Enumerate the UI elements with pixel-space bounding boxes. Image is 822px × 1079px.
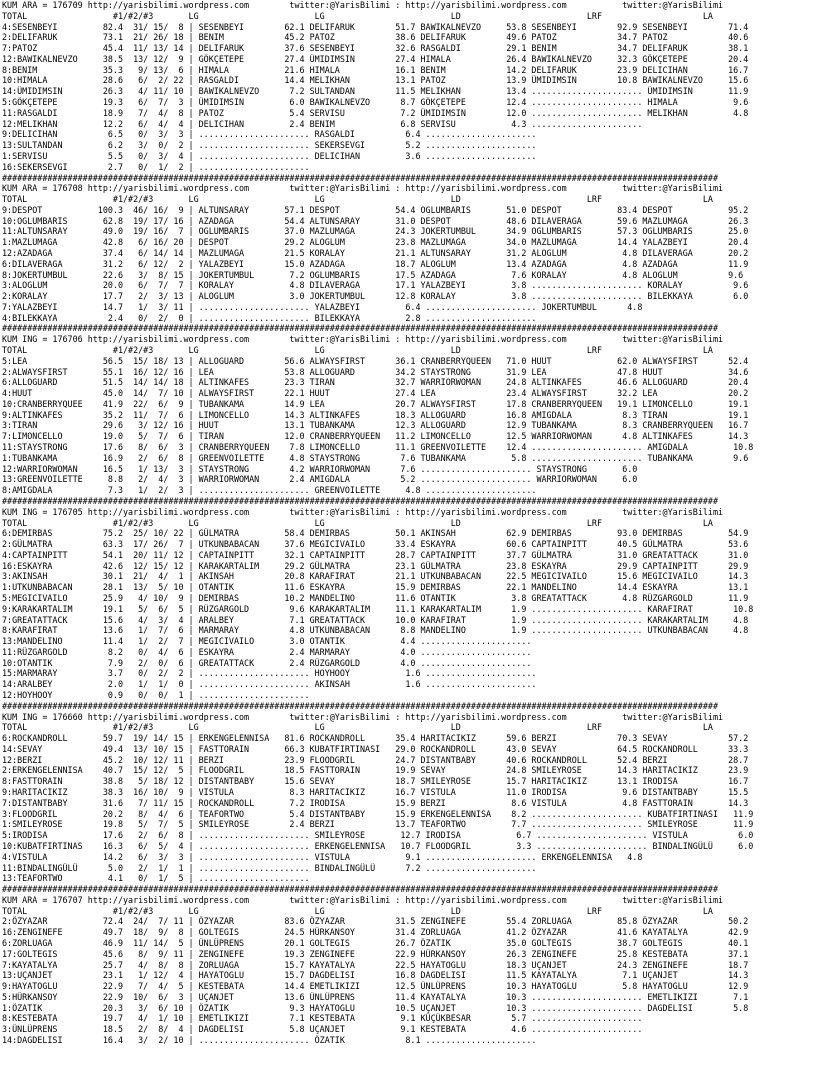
text-line: 8:KESTEBATA 19.7 4/ 1/ 10 | EMETLIKIZI 7.1 KESTEBATA 9.1 KÜÇÜKBESAR 5.7 ...................... xyxy=(2,1013,643,1024)
text-line: 7:PATOZ 45.4 11/ 13/ 14 | DELIFARUK 37.6 SESENBEYI 32.6 RASGALDI 29.1 BENIM 34.7 DELIFARUK 38.1 xyxy=(2,43,749,54)
text-line: 5:GÖKÇETEPE 19.3 6/ 7/ 3 | ÜMIDIMSIN 6.0 BAWIKALNEVZO 8.7 GÖKÇETEPE 12.4 ...................... HIMALA 9.6 xyxy=(2,97,749,108)
text-line: 2:ERKENGELENNISA 40.7 15/ 12/ 5 | FLOODGRIL 18.5 FASTTORAIN 19.9 SEVAY 24.8 SMILEYROSE 14.3 HARITACIKIZ 23.9 xyxy=(2,765,749,776)
text-line: 1:UTKUNBABACAN 28.1 13/ 5/ 10 | OTANTIK 11.6 ESKAYRA 15.9 DEMIRBAS 22.1 MANDELINO 14.4 ESKAYRA 13.1 xyxy=(2,582,749,593)
text-line: 6:ROCKANDROLL 59.7 19/ 14/ 15 | ERKENGELENNISA 81.6 ROCKANDROLL 35.4 HARITACIKIZ 59.6 BERZI 70.3 SEVAY 57.2 xyxy=(2,733,749,744)
text-line: 1:SERVISU 5.5 0/ 3/ 4 | ...................... DELICIHAN 3.6 ...................... xyxy=(2,150,537,161)
text-line: TOTAL #1/#2/#3 LG LG LD LRF LA xyxy=(2,517,713,528)
separator-line: ############################################################################################################################################## xyxy=(2,495,718,506)
text-line: 14:DAGDELISI 16.4 3/ 2/ 10 | ...................... ÖZATIK 8.1 ...................... xyxy=(2,1035,537,1045)
text-line: 9:DESPOT 100.3 46/ 16/ 9 | ALTUNSARAY 57.1 DESPOT 54.4 OGLUMBARIS 51.0 DESPOT 83.4 DESPOT 95.2 xyxy=(2,204,749,215)
text-line: 8:FASTTORAIN 38.8 5/ 18/ 12 | DISTANTBABY 15.6 SEVAY 18.7 SMILEYROSE 15.7 HARITACIKIZ 13.1 IRODISA 16.7 xyxy=(2,776,749,787)
text-line: 12:HOYHOOY 0.9 0/ 0/ 1 | ...................... xyxy=(2,690,310,700)
text-line: 2:DELIFARUK 73.1 21/ 26/ 18 | BENIM 45.2 PATOZ 38.6 DELIFARUK 49.6 PATOZ 34.7 PATOZ 40.6 xyxy=(2,32,749,43)
text-line: 2:GÜLMATRA 63.3 17/ 26/ 7 | UTKUNBABACAN 37.6 MEGICIVAILO 33.4 ESKAYRA 60.6 CAPTAINPITT 40.5 GÜLMATRA 53.6 xyxy=(2,539,749,550)
text-line: 1:TUBANKAMA 16.9 2/ 6/ 8 | GREENVOILETTE 4.8 STAYSTRONG 7.6 TUBANKAMA 5.8 ...................... TUBANKAMA 9.6 xyxy=(2,452,749,463)
text-line: 14:ARALBEY 2.0 1/ 1/ 0 | ...................... AKINSAH 1.6 ...................... xyxy=(2,679,537,690)
text-line: 12:MELIKHAN 12.2 6/ 4/ 4 | DELICIHAN 2.4 BENIM 6.8 SERVISU 4.3 ...................... xyxy=(2,118,643,129)
text-line: 9:ALTINKAFES 35.2 11/ 7/ 6 | LIMONCELLO 14.3 ALTINKAFES 18.3 ALLOGUARD 16.8 AMIGDALA 8.3 TIRAN 19.1 xyxy=(2,409,749,420)
text-line: 12:AZADAGA 37.4 6/ 14/ 14 | MAZLUMAGA 21.5 KORALAY 21.1 ALTUNSARAY 31.2 ALOGLUM 4.8 DILAVERAGA 20.2 xyxy=(2,247,749,258)
text-line: 5:LEA 56.5 15/ 18/ 13 | ALLOGUARD 56.6 ALWAYSFIRST 36.1 CRANBERRYQUEEN 71.0 HUUT 62.0 ALWAYSFIRST 52.4 xyxy=(2,355,749,366)
text-line: 2:ÖZYAZAR 72.4 24/ 7/ 11 | ÖZYAZAR 83.6 ÖZYAZAR 31.5 ZENGINEFE 55.4 ZORLUAGA 85.8 ÖZYAZAR 50.2 xyxy=(2,916,749,927)
text-line: 3:ÜNLÜPRENS 18.5 2/ 8/ 4 | DAGDELISI 5.8 UÇANJET 9.1 KESTEBATA 4.6 ...................... xyxy=(2,1024,643,1035)
text-line: 2:ALWAYSFIRST 55.1 16/ 12/ 16 | LEA 53.8 ALLOGUARD 34.2 STAYSTRONG 31.9 LEA 47.8 HUUT 34.6 xyxy=(2,366,749,377)
text-line: 9:DELICIHAN 6.5 0/ 3/ 3 | ...................... RASGALDI 6.4 ...................... xyxy=(2,129,537,140)
separator-line: ############################################################################################################################################## xyxy=(2,884,718,895)
text-line: 12:BAWIKALNEVZO 38.5 13/ 12/ 9 | GÖKÇETEPE 27.4 ÜMIDIMSIN 27.4 HIMALA 26.4 BAWIKALNEVZO 32.3 GÖKÇETEPE 20.4 xyxy=(2,53,749,64)
text-line: 13:UÇANJET 23.1 1/ 12/ 4 | HAYATOGLU 15.7 DAGDELISI 16.8 DAGDELISI 11.5 KAYATALYA 7.1 UÇANJET 14.3 xyxy=(2,970,749,981)
text-line: TOTAL #1/#2/#3 LG LG LD LRF LA xyxy=(2,905,713,916)
text-line: KUM ARA = 176709 http://yarisbilimi.wordpress.com twitter:@YarisBilimi : http://yarisbilimi.wordpress.com twitter:@YarisBilimi xyxy=(2,0,724,10)
text-line: TOTAL #1/#2/#3 LG LG LD LRF LA xyxy=(2,722,713,733)
text-line: 7:YALAZBEYI 14.7 1/ 3/ 11 | ...................... YALAZBEYI 6.4 ...................... JOKERTUMBUL 4.8 xyxy=(2,301,643,312)
text-line: 11:ALTUNSARAY 49.0 19/ 16/ 7 | OGLUMBARIS 37.0 MAZLUMAGA 24.3 JOKERTUMBUL 34.9 OGLUMBARIS 57.3 OGLUMBARIS 25.0 xyxy=(2,226,749,237)
text-line: KUM ING = 176705 http://yarisbilimi.wordpress.com twitter:@YarisBilimi : http://yarisbilimi.wordpress.com twitter:@YarisBilimi xyxy=(2,506,724,517)
text-line: 8:KARAFIRAT 13.6 1/ 7/ 6 | MARMARAY 4.8 UTKUNBABACAN 8.8 MANDELINO 1.9 ...................... UTKUNBABACAN 4.8 xyxy=(2,625,749,636)
text-line: 13:GREENVOILETTE 8.8 2/ 4/ 3 | WARRIORWOMAN 2.4 AMIGDALA 5.2 ...................... WARRIORWOMAN 6.0 xyxy=(2,474,638,485)
text-line: KUM ING = 176706 http://yarisbilimi.wordpress.com twitter:@YarisBilimi : http://yarisbilimi.wordpress.com twitter:@YarisBilimi xyxy=(2,334,724,345)
text-line: 16:ZENGINEFE 49.7 18/ 9/ 8 | GOLTEGIS 24.5 HÜRKANSOY 31.4 ZORLUAGA 41.2 ÖZYAZAR 41.6 KAYATALYA 42.9 xyxy=(2,927,749,938)
text-line: 12:WARRIORWOMAN 16.5 1/ 13/ 3 | STAYSTRONG 4.2 WARRIORWOMAN 7.6 ...................... STAYSTRONG 6.0 xyxy=(2,463,638,474)
text-line: 11:RASGALDI 18.9 7/ 4/ 8 | PATOZ 5.4 SERVISU 7.2 ÜMIDIMSIN 12.0 ...................... MELIKHAN 4.8 xyxy=(2,107,749,118)
text-line: 3:AKINSAH 30.1 21/ 4/ 1 | AKINSAH 20.8 KARAFIRAT 21.1 UTKUNBABACAN 22.5 MEGICIVAILO 15.6 MEGICIVAILO 14.3 xyxy=(2,571,749,582)
text-line: 4:HUUT 45.0 14/ 7/ 10 | ALWAYSFIRST 22.1 HUUT 27.4 LEA 23.4 ALWAYSFIRST 32.2 LEA 20.2 xyxy=(2,388,749,399)
text-line: 5:IRODISA 17.6 2/ 6/ 8 | ...................... SMILEYROSE 12.7 IRODISA 6.7 ...................... VISTULA 6.0 xyxy=(2,830,754,841)
text-line: 11:BINDALINGÜLÜ 5.0 2/ 1/ 1 | ...................... BINDALINGÜLÜ 7.2 ...................... xyxy=(2,862,537,873)
text-line: 6:DEMIRBAS 75.2 25/ 10/ 22 | GÜLMATRA 58.4 DEMIRBAS 50.1 AKINSAH 62.9 DEMIRBAS 93.0 DEMIRBAS 54.9 xyxy=(2,528,749,539)
text-line: 10:HIMALA 28.6 6/ 2/ 22 | RASGALDI 14.4 MELIKHAN 13.1 PATOZ 13.9 ÜMIDIMSIN 10.8 BAWIKALNEVZO 15.6 xyxy=(2,75,749,86)
text-line: 8:BENIM 35.3 9/ 13/ 6 | HIMALA 21.6 HIMALA 16.1 BENIM 14.2 DELIFARUK 23.9 DELICIHAN 16.7 xyxy=(2,64,749,75)
text-line: KUM ARA = 176708 http://yarisbilimi.wordpress.com twitter:@YarisBilimi : http://yarisbilimi.wordpress.com twitter:@YarisBilimi xyxy=(2,183,724,194)
text-line: 7:DISTANTBABY 31.6 7/ 11/ 15 | ROCKANDROLL 7.2 IRODISA 15.9 BERZI 8.6 VISTULA 4.8 FASTTORAIN 14.3 xyxy=(2,797,749,808)
separator-line: ############################################################################################################################################## xyxy=(2,323,718,334)
text-line: 1:MAZLUMAGA 42.8 6/ 16/ 20 | DESPOT 29.2 ALOGLUM 23.8 MAZLUMAGA 34.0 MAZLUMAGA 14.4 YALAZBEYI 20.4 xyxy=(2,237,749,248)
text-line: KUM ING = 176660 http://yarisbilimi.wordpress.com twitter:@YarisBilimi : http://yarisbilimi.wordpress.com twitter:@YarisBilimi xyxy=(2,711,724,722)
text-line: 4:VISTULA 14.2 6/ 3/ 3 | ...................... VISTULA 9.1 ...................... ERKENGELENNISA 4.8 xyxy=(2,851,643,862)
text-line: 7:LIMONCELLO 19.0 5/ 7/ 6 | TIRAN 12.0 CRANBERRYQUEEN 11.2 LIMONCELLO 12.5 WARRIORWOMAN 4.8 ALTINKAFES 14.3 xyxy=(2,431,749,442)
text-line: 11:RÜZGARGOLD 8.2 0/ 4/ 6 | ESKAYRA 2.4 MARMARAY 4.0 ...................... xyxy=(2,646,532,657)
separator-line: ############################################################################################################################################## xyxy=(2,172,718,183)
text-line: 10:KUBATFIRTINAS 16.3 6/ 5/ 4 | ...................... ERKENGELENNISA 10.7 FLOODGRIL 3.3 ...................... BINDALINGÜLÜ 6.0 xyxy=(2,840,754,851)
text-line: 5:MEGICIVAILO 25.9 4/ 10/ 9 | DEMIRBAS 10.2 MANDELINO 11.6 OTANTIK 3.8 GREATATTACK 4.8 RÜZGARGOLD 11.9 xyxy=(2,592,749,603)
text-line: 15:MARMARAY 3.7 0/ 2/ 2 | ...................... HOYHOOY 1.6 ...................... xyxy=(2,668,537,679)
text-line: 8:AMIGDALA 7.3 1/ 2/ 3 | ...................... GREENVOILETTE 4.8 ...................... xyxy=(2,485,537,496)
text-line: 14:ÜMIDIMSIN 26.3 4/ 11/ 10 | BAWIKALNEVZO 7.2 SULTANDAN 11.5 MELIKHAN 13.4 ...................... ÜMIDIMSIN 11.9 xyxy=(2,86,749,97)
text-line: 16:SEKERSEVGI 2.7 0/ 1/ 2 | ...................... xyxy=(2,161,310,172)
text-line: TOTAL #1/#2/#3 LG LG LD LRF LA xyxy=(2,10,713,21)
text-line: 8:JOKERTUMBUL 22.6 3/ 8/ 15 | JOKERTUMBUL 7.2 OGLUMBARIS 17.5 AZADAGA 7.6 KORALAY 4.8 ALOGLUM 9.6 xyxy=(2,269,744,280)
text-line: TOTAL #1/#2/#3 LG LG LD LRF LA xyxy=(2,345,713,355)
text-line: 9:KARAKARTALIM 19.1 5/ 6/ 5 | RÜZGARGOLD 9.6 KARAKARTALIM 11.1 KARAKARTALIM 1.9 ...................... KARAFIRAT 10.8 xyxy=(2,603,754,614)
text-line: 10:CRANBERRYQUEE 41.9 22/ 6/ 9 | TUBANKAMA 14.9 LEA 20.7 ALWAYSFIRST 17.8 CRANBERRYQUEEN 19.1 LIMONCELLO 19.1 xyxy=(2,398,749,409)
text-line: 6:DILAVERAGA 31.2 6/ 12/ 2 | YALAZBEYI 15.0 AZADAGA 18.7 ALOGLUM 13.4 AZADAGA 4.8 AZADAGA 11.9 xyxy=(2,258,749,269)
text-line: 10:OTANTIK 7.9 2/ 0/ 6 | GREATATTACK 2.4 RÜZGARGOLD 4.0 ...................... xyxy=(2,657,532,668)
text-line: 14:SEVAY 49.4 13/ 10/ 15 | FASTTORAIN 66.3 KUBATFIRTINASI 29.0 ROCKANDROLL 43.0 SEVAY 64.5 ROCKANDROLL 33.3 xyxy=(2,743,749,754)
text-line: 4:CAPTAINPITT 54.1 20/ 11/ 12 | CAPTAINPITT 32.1 CAPTAINPITT 28.7 CAPTAINPITT 37.7 GÜLMATRA 31.0 GREATATTACK 31.0 xyxy=(2,549,749,560)
text-line: 3:TIRAN 29.6 3/ 12/ 16 | HUUT 13.1 TUBANKAMA 12.3 ALLOGUARD 12.9 TUBANKAMA 8.3 CRANBERRYQUEEN 16.7 xyxy=(2,420,749,431)
separator-line: ############################################################################################################################################## xyxy=(2,700,718,711)
text-line: 7:KAYATALYA 25.7 4/ 8/ 8 | ZORLUAGA 15.7 KAYATALYA 22.5 HAYATOGLU 18.3 UÇANJET 24.3 ZENGINEFE 18.7 xyxy=(2,959,749,970)
text-line: TOTAL #1/#2/#3 LG LG LD LRF LA xyxy=(2,194,713,205)
text-line: 4:SESENBEYI 82.4 31/ 15/ 8 | SESENBEYI 62.1 DELIFARUK 51.7 BAWIKALNEVZO 53.8 SESENBEYI 92.9 SESENBEYI 71.4 xyxy=(2,21,749,32)
text-line: 17:GOLTEGIS 45.6 8/ 9/ 11 | ZENGINEFE 19.3 ZENGINEFE 22.9 HÜRKANSOY 26.3 ZENGINEFE 25.8 KESTEBATA 37.1 xyxy=(2,948,749,959)
text-line: 13:MANDELINO 11.4 1/ 2/ 7 | MEGICIVAILO 3.0 OTANTIK 4.4 ...................... xyxy=(2,636,532,647)
text-line: 6:ALLOGUARD 51.5 14/ 14/ 18 | ALTINKAFES 23.3 TIRAN 32.7 WARRIORWOMAN 24.8 ALTINKAFES 46.6 ALLOGUARD 20.4 xyxy=(2,377,749,388)
text-line: KUM ARA = 176707 http://yarisbilimi.wordpress.com twitter:@YarisBilimi : http://yarisbilimi.wordpress.com twitter:@YarisBilimi xyxy=(2,894,724,905)
text-line: 13:SULTANDAN 6.2 3/ 0/ 2 | ...................... SEKERSEVGI 5.2 ...................... xyxy=(2,140,537,151)
text-line: 11:STAYSTRONG 17.6 8/ 6/ 3 | CRANBERRYQUEEN 7.8 LIMONCELLO 11.1 GREENVOILETTE 12.4 ...................... AMIGDALA 10.8 xyxy=(2,442,754,453)
text-line: 12:BERZI 45.2 10/ 12/ 11 | BERZI 23.9 FLOODGRIL 24.7 DISTANTBABY 40.6 ROCKANDROLL 52.4 BERZI 28.7 xyxy=(2,754,749,765)
text-line: 16:ESKAYRA 42.6 12/ 15/ 12 | KARAKARTALIM 29.2 GÜLMATRA 23.1 GÜLMATRA 23.8 ESKAYRA 29.9 CAPTAINPITT 29.9 xyxy=(2,560,749,571)
text-line: 2:KORALAY 17.7 2/ 3/ 13 | ALOGLUM 3.0 JOKERTUMBUL 12.8 KORALAY 3.8 ...................... BILEKKAYA 6.0 xyxy=(2,291,749,302)
text-line: 9:HARITACIKIZ 38.3 16/ 10/ 9 | VISTULA 8.3 HARITACIKIZ 16.7 VISTULA 11.0 IRODISA 9.6 DISTANTBABY 15.5 xyxy=(2,787,749,798)
text-line: 9:HAYATOGLU 22.9 7/ 4/ 5 | KESTEBATA 14.4 EMETLIKIZI 12.5 ÜNLÜPRENS 10.3 HAYATOGLU 5.8 HAYATOGLU 12.9 xyxy=(2,981,749,992)
text-line: 3:FLOODGRIL 20.2 8/ 4/ 6 | TEAFORTWO 5.4 DISTANTBABY 15.9 ERKENGELENNISA 8.2 ...................... KUBATFIRTINASI 11.9 xyxy=(2,808,754,819)
text-line: 1:ÖZATIK 20.3 3/ 6/ 10 | ÖZATIK 9.3 HAYATOGLU 10.5 UÇANJET 10.3 ...................... DAGDELISI 5.8 xyxy=(2,1002,749,1013)
text-line: 13:TEAFORTWO 4.1 0/ 1/ 5 | ...................... xyxy=(2,873,310,884)
text-line: 3:ALOGLUM 20.0 6/ 7/ 7 | KORALAY 4.8 DILAVERAGA 17.1 YALAZBEYI 3.8 ...................... KORALAY 9.6 xyxy=(2,280,749,291)
text-line: 7:GREATATTACK 15.6 4/ 3/ 4 | ARALBEY 7.1 GREATATTACK 10.0 KARAFIRAT 1.9 ...................... KARAKARTALIM 4.8 xyxy=(2,614,749,625)
text-line: 10:OGLUMBARIS 62.8 19/ 17/ 16 | AZADAGA 54.4 ALTUNSARAY 31.0 DESPOT 48.6 DILAVERAGA 59.6 MAZLUMAGA 26.3 xyxy=(2,215,749,226)
text-line: 1:SMILEYROSE 19.8 5/ 7/ 5 | SMILEYROSE 2.4 BERZI 13.7 TEAFORTWO 7.7 ...................... SMILEYROSE 11.9 xyxy=(2,819,754,830)
text-line: 5:HÜRKANSOY 22.9 10/ 6/ 3 | UÇANJET 13.6 ÜNLÜPRENS 11.4 KAYATALYA 10.3 ...................... EMETLIKIZI 7.1 xyxy=(2,991,749,1002)
text-line: 4:BILEKKAYA 2.4 0/ 2/ 0 | ...................... BILEKKAYA 2.8 ...................... xyxy=(2,312,537,323)
text-line: 6:ZORLUAGA 46.9 11/ 14/ 5 | ÜNLÜPRENS 20.1 GOLTEGIS 26.7 ÖZATIK 35.0 GOLTEGIS 38.7 GOLTEGIS 40.1 xyxy=(2,937,749,948)
